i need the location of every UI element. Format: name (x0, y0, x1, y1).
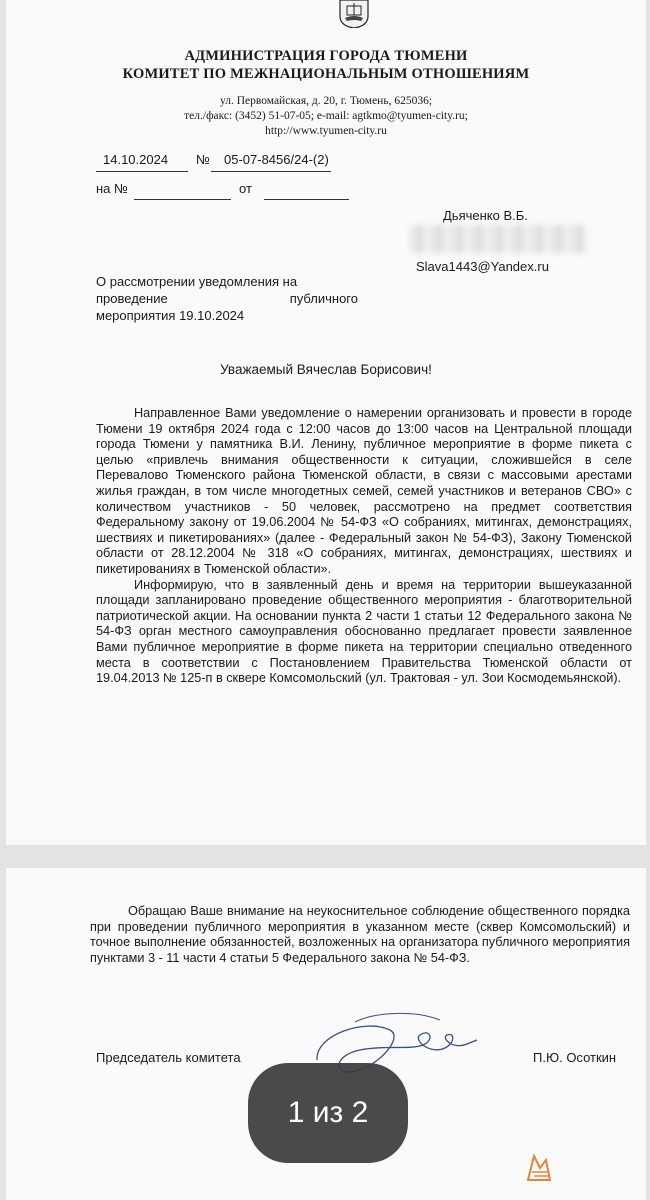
paragraph-3: Обращаю Ваше внимание на неукоснительное соблюдение общественного порядка при проведении публичного мероприятия в указанном месте (сквер Комсомольский) и точное выполнение обязанностей, возложенных на организатора публичного мероприятия пунктами 3 - 11 части 4 статьи 5 Федерального закона № 54-ФЗ. (90, 904, 630, 965)
subject-word-proceeding: проведение (96, 291, 168, 306)
letter-body-continued (90, 904, 630, 966)
reply-to-underline (134, 199, 231, 200)
app-logo-icon (522, 1150, 556, 1184)
redacted-address (410, 225, 588, 253)
signer-title: Председатель комитета (96, 1050, 241, 1065)
subject-line-3: мероприятия 19.10.2024 (96, 308, 245, 323)
org-contacts: тел./факс: (3452) 51-07-05; e-mail: agtkmo@tyumen-city.ru; (184, 110, 468, 122)
signer-name: П.Ю. Осоткин (533, 1050, 617, 1065)
recipient-name: Дьяченко В.Б. (443, 208, 528, 223)
number-underline (211, 171, 331, 172)
subject-line-1: О рассмотрении уведомления на (96, 274, 298, 289)
date-underline (96, 171, 188, 172)
from-underline (264, 199, 349, 200)
letter-subject (96, 273, 358, 324)
document-page-1 (6, 0, 646, 845)
paragraph-1: Направленное Вами уведомление о намерении организовать и провести в городе Тюмени 19 октября 2024 года с 12:00 часов до 13:00 часов на Центральной площади города Тюмени у памятника В.И. Ленину, публичное мероприятие в форме пикета с целью «привлечь внимания общественности к ситуации, сложившейся в селе Перевалово Тюменского района Тюменской области, в связи с массовыми арестами жилья граждан, в том числе многодетных семей, семей участников и ветеранов СВО» с количеством участников - 50 человек, рассмотрено на предмет соответствия Федеральному закону от 19.06.2004 № 54-ФЗ «О собраниях, митингах, демонстрациях, шествиях и пикетированиях» (далее - Федеральный закон № 54-ФЗ), Закону Тюменской области от 28.12.2004 № 318 «О собраниях, митингах, демонстрациях, шествиях и пикетированиях в Тюменской области». (96, 406, 632, 576)
org-website: http://www.tyumen-city.ru (265, 125, 387, 137)
salutation: Уважаемый Вячеслав Борисович! (220, 362, 432, 377)
reply-to-label: на № (96, 181, 128, 196)
from-label: от (239, 181, 252, 196)
org-name: АДМИНИСТРАЦИЯ ГОРОДА ТЮМЕНИ (184, 48, 468, 64)
paragraph-2: Информирую, что в заявленный день и время на территории вышеуказанной площади запланировано проведение общественного мероприятия - благотворительной патриотической акции. На основании пункта 2 части 1 статьи 12 Федерального закона № 54-ФЗ орган местного самоуправления обоснованно предлагает провести заявленное Вами публичное мероприятие в форме пикета на территории специально отведенного места в соответствии с Постановлением Правительства Тюменской области от 19.04.2013 № 125-п в сквере Комсомольский (ул. Трактовая - ул. Зои Космодемьянской). (96, 577, 632, 686)
letter-body (96, 406, 632, 687)
letter-date: 14.10.2024 (103, 152, 169, 167)
page-indicator: 1 из 2 (248, 1063, 408, 1163)
recipient-email: Slava1443@Yandex.ru (416, 259, 549, 274)
number-label: № (196, 152, 210, 167)
org-address: ул. Первомайская, д. 20, г. Тюмень, 625036; (219, 95, 433, 107)
subject-word-public: публичного (289, 291, 358, 306)
letter-number: 05-07-8456/24-(2) (224, 152, 329, 167)
committee-name: КОМИТЕТ ПО МЕЖНАЦИОНАЛЬНЫМ ОТНОШЕНИЯМ (122, 66, 530, 82)
coat-of-arms-icon (339, 0, 369, 28)
